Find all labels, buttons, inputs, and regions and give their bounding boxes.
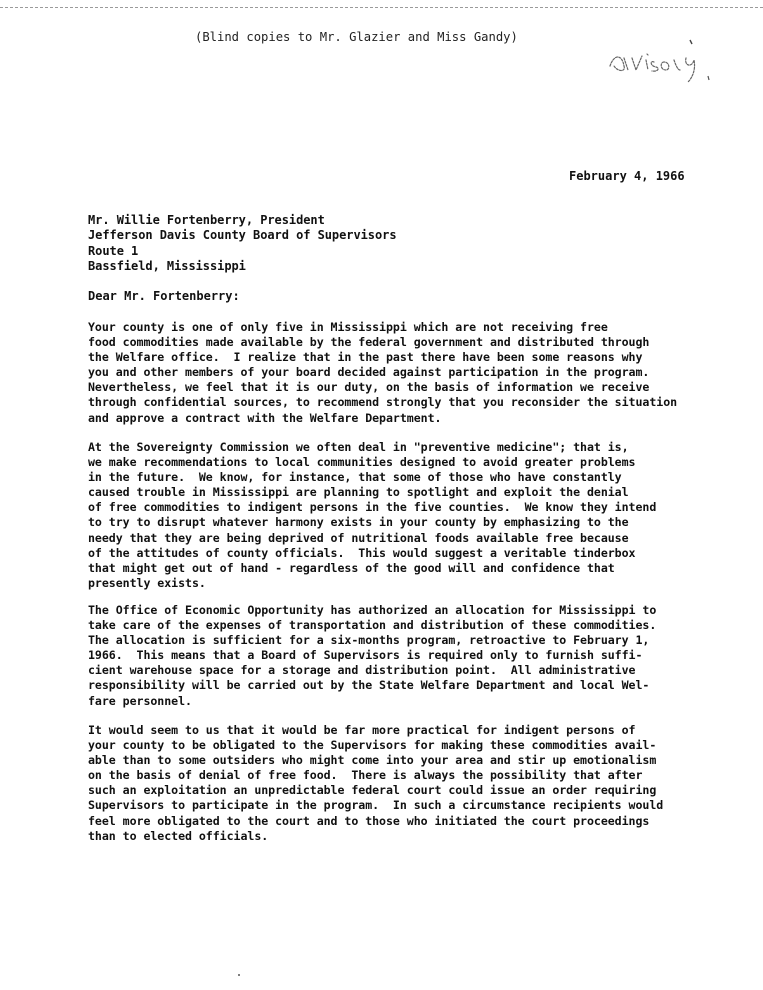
text-line: through confidential sources, to recommend strongly that you reconsider the situation bbox=[88, 395, 678, 410]
text-line: that might get out of hand - regardless of the good will and confidence that bbox=[88, 560, 615, 575]
address-line: Route 1 bbox=[88, 243, 139, 258]
address-line: Jefferson Davis County Board of Supervisors bbox=[88, 228, 397, 243]
text-line: cient warehouse space for a storage and distribution point. All administrative bbox=[88, 663, 636, 678]
text-line: your county to be obligated to the Supervisors for making these commodities avail- bbox=[88, 738, 657, 753]
recipient-address bbox=[88, 213, 397, 274]
text-line: responsibility will be carried out by the State Welfare Department and local Wel- bbox=[88, 678, 650, 693]
text-line: we make recommendations to local communities designed to avoid greater problems bbox=[88, 455, 636, 470]
text-line: presently exists. bbox=[88, 575, 206, 590]
text-line: able than to some outsiders who might come into your area and stir up emotionalism bbox=[88, 753, 657, 768]
text-line: such an exploitation an unpredictable federal court could issue an order requiring bbox=[88, 783, 657, 798]
text-line: and approve a contract with the Welfare Department. bbox=[88, 410, 442, 425]
text-line: the Welfare office. I realize that in the past there have been some reasons why bbox=[88, 350, 643, 365]
text-line: you and other members of your board decided against participation in the program. bbox=[88, 365, 650, 380]
text-line: Your county is one of only five in Mississippi which are not receiving free bbox=[88, 320, 608, 334]
text-line: Nevertheless, we feel that it is our duty, on the basis of information we receive bbox=[88, 380, 650, 395]
text-line: The allocation is sufficient for a six-months program, retroactive to February 1, bbox=[88, 633, 650, 648]
address-line: Mr. Willie Fortenberry, President bbox=[88, 213, 325, 227]
paragraph-3 bbox=[88, 603, 656, 709]
paragraph-4 bbox=[88, 723, 663, 844]
text-line: to try to disrupt whatever harmony exists in your county by emphasizing to the bbox=[88, 515, 629, 530]
salutation: Dear Mr. Fortenberry: bbox=[88, 289, 240, 303]
paragraph-2 bbox=[88, 440, 656, 591]
paper-speck bbox=[238, 974, 240, 976]
text-line: It would seem to us that it would be far more practical for indigent persons of bbox=[88, 723, 636, 737]
text-line: The Office of Economic Opportunity has authorized an allocation for Mississippi to bbox=[88, 603, 657, 617]
text-line: of the attitudes of county officials. This would suggest a veritable tinderbox bbox=[88, 545, 636, 560]
text-line: At the Sovereignty Commission we often deal in "preventive medicine"; that is, bbox=[88, 440, 629, 454]
address-line: Bassfield, Mississippi bbox=[88, 258, 246, 273]
text-line: in the future. We know, for instance, that some of those who have constantly bbox=[88, 470, 622, 485]
text-line: take care of the expenses of transportation and distribution of these commodities. bbox=[88, 618, 657, 633]
text-line: 1966. This means that a Board of Supervisors is required only to furnish suffi- bbox=[88, 648, 643, 663]
text-line: needy that they are being deprived of nutritional foods available free because bbox=[88, 530, 629, 545]
text-line: of free commodities to indigent persons in the five counties. We know they intend bbox=[88, 500, 657, 515]
letter-date: February 4, 1966 bbox=[569, 169, 685, 183]
text-line: feel more obligated to the court and to those who initiated the court proceedings bbox=[88, 813, 650, 828]
text-line: fare personnel. bbox=[88, 693, 192, 708]
text-line: food commodities made available by the federal government and distributed through bbox=[88, 335, 650, 350]
blind-copies-note: (Blind copies to Mr. Glazier and Miss Gandy) bbox=[195, 30, 518, 44]
text-line: Supervisors to participate in the program. In such a circumstance recipients would bbox=[88, 798, 664, 813]
top-edge-rule bbox=[0, 0, 763, 8]
text-line: than to elected officials. bbox=[88, 828, 269, 843]
handwritten-annotation bbox=[606, 36, 726, 86]
text-line: caused trouble in Mississippi are planning to spotlight and exploit the denial bbox=[88, 485, 629, 500]
paragraph-1 bbox=[88, 320, 677, 426]
text-line: on the basis of denial of free food. There is always the possibility that after bbox=[88, 768, 643, 783]
